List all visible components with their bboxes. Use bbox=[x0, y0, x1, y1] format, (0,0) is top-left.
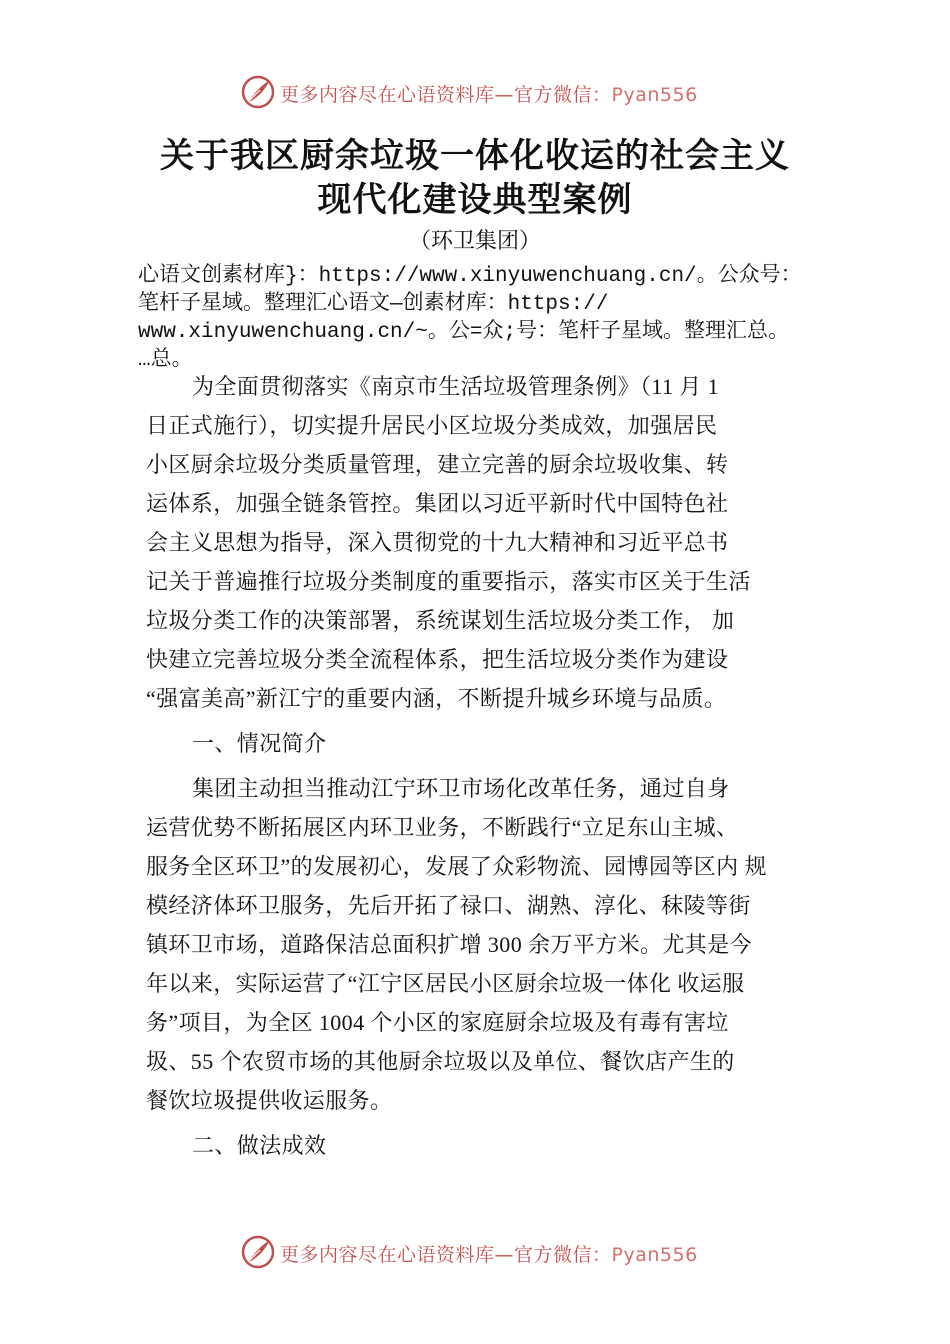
body-line: 为全面贯彻落实《南京市生活垃圾管理条例》（11 月 1 bbox=[192, 374, 719, 399]
body-line: 会主义思想为指导，深入贯彻党的十九大精神和习近平总书 bbox=[146, 530, 729, 555]
footer-banner bbox=[0, 1232, 950, 1272]
banner-label: 更多内容尽在心语资料库—官方微信： bbox=[280, 1244, 612, 1266]
feather-quill-logo bbox=[240, 74, 276, 110]
body-line: 运营优势不断拓展区内环卫业务，不断践行“立足东山主城、 bbox=[146, 815, 739, 840]
document-subtitle: （环卫集团） bbox=[408, 229, 541, 254]
body-line: 快建立完善垃圾分类全流程体系，把生活垃圾分类作为建设 bbox=[146, 647, 729, 672]
banner-wechat-id: Pyan556 bbox=[611, 84, 698, 106]
header-banner bbox=[0, 72, 950, 112]
body-line: 模经济体环卫服务，先后开拓了禄口、湖熟、淳化、秣陵等街 bbox=[146, 893, 751, 918]
document-title-line-2: 现代化建设典型案例 bbox=[317, 180, 633, 220]
body-line: 镇环卫市场，道路保洁总面积扩增 300 余万平方米。尤其是今 bbox=[146, 932, 753, 957]
body-line: 集团主动担当推动江宁环卫市场化改革任务，通过自身 bbox=[192, 776, 730, 801]
body-line: 年以来，实际运营了“江宁区居民小区厨余垃圾一体化 收运服 bbox=[146, 971, 745, 996]
body-line: 务”项目，为全区 1004 个小区的家庭厨余垃圾及有毒有害垃 bbox=[146, 1010, 729, 1035]
body-line: 小区厨余垃圾分类质量管理，建立完善的厨余垃圾收集、转 bbox=[146, 452, 729, 477]
document-title-line-1: 关于我区厨余垃圾一体化收运的社会主义 bbox=[160, 136, 790, 176]
watermark-text-line: 笔杆子星域。整理汇心语文—创素材库：https:// bbox=[138, 293, 609, 316]
watermark-text-line: 心语文创素材库}：https://www.xinyuwenchuang.cn/。公众号： bbox=[138, 265, 802, 288]
watermark-text-line: …总。 bbox=[138, 349, 193, 372]
body-line: “强富美高”新江宁的重要内涵，不断提升城乡环境与品质。 bbox=[146, 686, 727, 711]
body-line: 垃圾分类工作的决策部署，系统谋划生活垃圾分类工作， 加 bbox=[146, 608, 735, 633]
banner-text bbox=[280, 80, 698, 107]
watermark-text-line: www.xinyuwenchuang.cn/~。公=众;号：笔杆子星域。整理汇总。 bbox=[138, 321, 790, 344]
body-line: 记关于普遍推行垃圾分类制度的重要指示，落实市区关于生活 bbox=[146, 569, 751, 594]
section-heading: 一、情况简介 bbox=[192, 731, 327, 756]
feather-quill-logo bbox=[240, 1234, 276, 1270]
body-line: 服务全区环卫”的发展初心，发展了众彩物流、园博园等区内 规 bbox=[146, 854, 767, 879]
body-line: 运体系，加强全链条管控。集团以习近平新时代中国特色社 bbox=[146, 491, 729, 516]
section-heading: 二、做法成效 bbox=[192, 1133, 327, 1158]
body-line: 圾、55 个农贸市场的其他厨余垃圾以及单位、餐饮店产生的 bbox=[146, 1049, 735, 1074]
banner-label: 更多内容尽在心语资料库—官方微信： bbox=[280, 84, 612, 106]
banner-text bbox=[280, 1240, 698, 1267]
banner-wechat-id: Pyan556 bbox=[611, 1244, 698, 1266]
body-line: 餐饮垃圾提供收运服务。 bbox=[146, 1088, 393, 1113]
body-line: 日正式施行），切实提升居民小区垃圾分类成效，加强居民 bbox=[146, 413, 718, 438]
